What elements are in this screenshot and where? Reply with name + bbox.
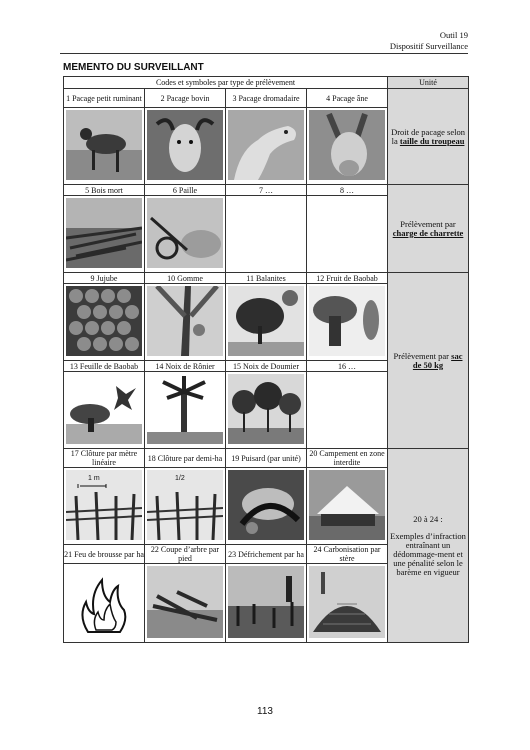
photo-cell (226, 372, 307, 449)
photo-cell (145, 468, 226, 545)
balanites-tree-photo (228, 286, 304, 356)
label-cell: 8 … (307, 185, 388, 196)
photo-cell (145, 108, 226, 185)
unit-bold: de 50 kg (412, 359, 444, 370)
camel-photo (228, 110, 304, 180)
photo-cell (64, 284, 145, 361)
photo-cell (226, 108, 307, 185)
photo-cell (307, 108, 388, 185)
ronier-palm-photo (147, 374, 223, 444)
photo-cell (226, 284, 307, 361)
label-cell: 4 Pacage âne (307, 89, 388, 108)
photo-cell (307, 468, 388, 545)
header-section: Dispositif Surveillance (389, 41, 468, 51)
fence-half-label: 1/2 (175, 475, 185, 482)
photo-cell (64, 372, 145, 449)
donkey-photo (309, 110, 385, 180)
label-cell: 14 Noix de Rônier (145, 361, 226, 372)
table-row (64, 185, 469, 196)
photo-cell (145, 372, 226, 449)
header-codes: Codes et symboles par type de prélèvement (64, 77, 388, 89)
unit-cell (388, 89, 469, 185)
running-header (390, 30, 468, 52)
empty-cell (307, 372, 388, 449)
unit-text: Droit de pacage selon la (391, 126, 465, 146)
photo-cell (307, 564, 388, 643)
table-row (64, 89, 469, 108)
unit-cell (388, 273, 469, 449)
unit-bold: sac (451, 350, 463, 361)
header-tool: Outil 19 (439, 30, 468, 40)
header-rule (60, 53, 468, 54)
photo-cell (226, 564, 307, 643)
fence-meter-photo (66, 470, 142, 540)
label-cell: 24 Carbonisation par stère (307, 545, 388, 564)
photo-cell (307, 284, 388, 361)
label-cell: 13 Feuille de Baobab (64, 361, 145, 372)
page-number: 113 (257, 706, 273, 717)
label-cell: 21 Feu de brousse par ha (64, 545, 145, 564)
baobab-fruit-photo (309, 286, 385, 356)
unit-bold: taille du troupeau (399, 135, 465, 146)
label-cell: 12 Fruit de Baobab (307, 273, 388, 284)
unit-text: Prélèvement par (393, 350, 450, 361)
photo-cell (64, 108, 145, 185)
photo-cell (226, 468, 307, 545)
tree-cutting-photo (147, 566, 223, 638)
header-unit: Unité (388, 77, 469, 89)
photo-cell (145, 284, 226, 361)
charcoal-pile-photo (309, 566, 385, 638)
unit-range: 20 à 24 : (413, 513, 443, 524)
label-cell: 15 Noix de Doumier (226, 361, 307, 372)
straw-cart-photo (147, 198, 223, 268)
photo-cell (64, 564, 145, 643)
jujube-photo (66, 286, 142, 356)
label-cell: 7 … (226, 185, 307, 196)
camp-tent-photo (309, 470, 385, 540)
cow-photo (147, 110, 223, 180)
label-cell: 5 Bois mort (64, 185, 145, 196)
label-cell: 3 Pacage dromadaire (226, 89, 307, 108)
fire-icon (66, 566, 142, 638)
unit-cell (388, 449, 469, 643)
empty-cell (226, 196, 307, 273)
empty-cell (307, 196, 388, 273)
memento-table (63, 76, 469, 643)
table-header-row (64, 77, 469, 89)
label-cell: 22 Coupe d’arbre par pied (145, 545, 226, 564)
photo-cell (145, 196, 226, 273)
baobab-leaf-photo (66, 374, 142, 444)
deadwood-photo (66, 198, 142, 268)
label-cell: 20 Campement en zone interdite (307, 449, 388, 468)
label-cell: 16 … (307, 361, 388, 372)
unit-cell (388, 185, 469, 273)
label-cell: 10 Gomme (145, 273, 226, 284)
photo-cell (145, 564, 226, 643)
unit-text: Exemples d’infraction entraînant un dédommage-ment et une pénalité selon le barème en vigueur (390, 530, 466, 577)
label-cell: 18 Clôture par demi-ha (145, 449, 226, 468)
fence-half-photo (147, 470, 223, 540)
gum-tree-photo (147, 286, 223, 356)
label-cell: 19 Puisard (par unité) (226, 449, 307, 468)
doum-palm-photo (228, 374, 304, 444)
well-photo (228, 470, 304, 540)
photo-cell (64, 468, 145, 545)
label-cell: 1 Pacage petit ruminant (64, 89, 145, 108)
fence-meter-label: 1 m (88, 475, 100, 482)
goat-photo (66, 110, 142, 180)
table-row (64, 449, 469, 468)
page-title: MEMENTO DU SURVEILLANT (63, 62, 204, 73)
table-row (64, 273, 469, 284)
unit-text: Prélèvement par (400, 218, 456, 229)
label-cell: 2 Pacage bovin (145, 89, 226, 108)
label-cell: 17 Clôture par mètre linéaire (64, 449, 145, 468)
photo-cell (64, 196, 145, 273)
label-cell: 11 Balanites (226, 273, 307, 284)
label-cell: 6 Paille (145, 185, 226, 196)
unit-bold: charge de charrette (392, 227, 464, 238)
label-cell: 23 Défrichement par ha (226, 545, 307, 564)
land-clearing-photo (228, 566, 304, 638)
label-cell: 9 Jujube (64, 273, 145, 284)
